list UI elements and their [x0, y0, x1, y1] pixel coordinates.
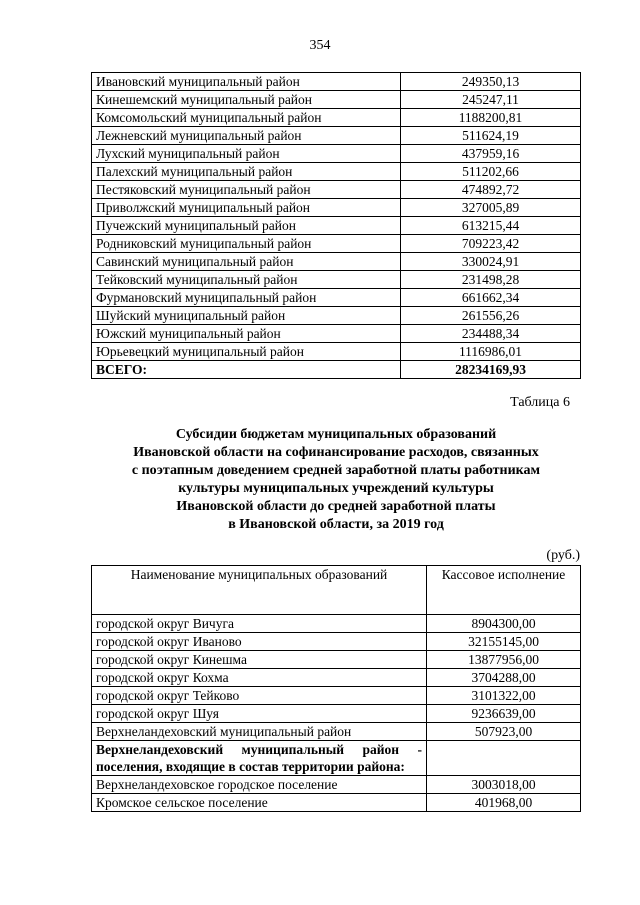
- empty-cell: [427, 741, 581, 776]
- row-name: городской округ Вичуга: [92, 615, 427, 633]
- row-name: Лежневский муниципальный район: [92, 127, 401, 145]
- row-value: 249350,13: [401, 73, 581, 91]
- row-value: 28234169,93: [401, 361, 581, 379]
- row-name: Лухский муниципальный район: [92, 145, 401, 163]
- row-name: городской округ Кинешма: [92, 651, 427, 669]
- row-value: 330024,91: [401, 253, 581, 271]
- table-row: [92, 723, 581, 741]
- row-value: 661662,34: [401, 289, 581, 307]
- row-name: Кинешемский муниципальный район: [92, 91, 401, 109]
- row-value: 3704288,00: [427, 669, 581, 687]
- table-row: [92, 669, 581, 687]
- row-value: 13877956,00: [427, 651, 581, 669]
- table-row: [92, 633, 581, 651]
- row-name: Юрьевецкий муниципальный район: [92, 343, 401, 361]
- row-value: 8904300,00: [427, 615, 581, 633]
- culture-subsidy-table: [91, 565, 581, 812]
- row-name: городской округ Кохма: [92, 669, 427, 687]
- row-name: Палехский муниципальный район: [92, 163, 401, 181]
- table-row: [92, 73, 581, 91]
- section-heading: Верхнеландеховский муниципальный район - поселения, входящие в состав территории района:: [92, 741, 427, 776]
- row-value: 3003018,00: [427, 776, 581, 794]
- table-row: [92, 271, 581, 289]
- row-value: 613215,44: [401, 217, 581, 235]
- row-value: 507923,00: [427, 723, 581, 741]
- row-name: Верхнеландеховское городское поселение: [92, 776, 427, 794]
- header-name: Наименование муниципальных образований: [92, 566, 427, 615]
- table-row: [92, 109, 581, 127]
- title-line: Ивановской области до средней заработной платы: [176, 499, 496, 514]
- row-name: Пучежский муниципальный район: [92, 217, 401, 235]
- row-value: 1188200,81: [401, 109, 581, 127]
- row-value: 511202,66: [401, 163, 581, 181]
- unit-label: (руб.): [546, 548, 580, 563]
- page-number: 354: [309, 38, 331, 53]
- table-row: [92, 343, 581, 361]
- row-value: 401968,00: [427, 794, 581, 812]
- table-row: [92, 651, 581, 669]
- table-row: [92, 127, 581, 145]
- table-row: [92, 776, 581, 794]
- table-row: [92, 615, 581, 633]
- header-value: Кассовое исполнение: [427, 566, 581, 615]
- row-name: Фурмановский муниципальный район: [92, 289, 401, 307]
- row-name: Савинский муниципальный район: [92, 253, 401, 271]
- row-value: 437959,16: [401, 145, 581, 163]
- row-name: Кромское сельское поселение: [92, 794, 427, 812]
- row-name: Южский муниципальный район: [92, 325, 401, 343]
- table-title: [91, 426, 581, 534]
- table-row: [92, 794, 581, 812]
- row-value: 261556,26: [401, 307, 581, 325]
- total-row: [92, 361, 581, 379]
- row-name: Пестяковский муниципальный район: [92, 181, 401, 199]
- row-value: 1116986,01: [401, 343, 581, 361]
- row-value: 245247,11: [401, 91, 581, 109]
- row-name: Верхнеландеховский муниципальный район: [92, 723, 427, 741]
- row-name: ВСЕГО:: [92, 361, 401, 379]
- row-value: 3101322,00: [427, 687, 581, 705]
- table-row: [92, 325, 581, 343]
- row-value: 32155145,00: [427, 633, 581, 651]
- table-row: [92, 289, 581, 307]
- title-line: культуры муниципальных учреждений культуры: [178, 481, 494, 496]
- table-row: [92, 705, 581, 723]
- section-heading-row: [92, 741, 581, 776]
- table-label: Таблица 6: [510, 395, 570, 410]
- subsidy-table-continued: [91, 72, 581, 379]
- row-name: Тейковский муниципальный район: [92, 271, 401, 289]
- table-row: [92, 217, 581, 235]
- table-row: [92, 199, 581, 217]
- table-row: [92, 307, 581, 325]
- table-row: [92, 253, 581, 271]
- row-value: 231498,28: [401, 271, 581, 289]
- row-name: Комсомольский муниципальный район: [92, 109, 401, 127]
- row-name: городской округ Тейково: [92, 687, 427, 705]
- title-line: с поэтапным доведением средней заработной платы работникам: [131, 463, 541, 478]
- row-value: 327005,89: [401, 199, 581, 217]
- row-value: 474892,72: [401, 181, 581, 199]
- table-row: [92, 163, 581, 181]
- table-row: [92, 687, 581, 705]
- row-name: Родниковский муниципальный район: [92, 235, 401, 253]
- title-line: Субсидии бюджетам муниципальных образований: [175, 427, 497, 442]
- header-row: [92, 566, 581, 615]
- row-value: 234488,34: [401, 325, 581, 343]
- table-row: [92, 181, 581, 199]
- row-name: Ивановский муниципальный район: [92, 73, 401, 91]
- row-value: 511624,19: [401, 127, 581, 145]
- table-row: [92, 235, 581, 253]
- row-value: 9236639,00: [427, 705, 581, 723]
- title-line: в Ивановской области, за 2019 год: [228, 517, 444, 532]
- row-name: Приволжский муниципальный район: [92, 199, 401, 217]
- row-name: городской округ Шуя: [92, 705, 427, 723]
- table-row: [92, 91, 581, 109]
- title-line: Ивановской области на софинансирование расходов, связанных: [133, 445, 539, 460]
- row-name: Шуйский муниципальный район: [92, 307, 401, 325]
- table-row: [92, 145, 581, 163]
- row-name: городской округ Иваново: [92, 633, 427, 651]
- row-value: 709223,42: [401, 235, 581, 253]
